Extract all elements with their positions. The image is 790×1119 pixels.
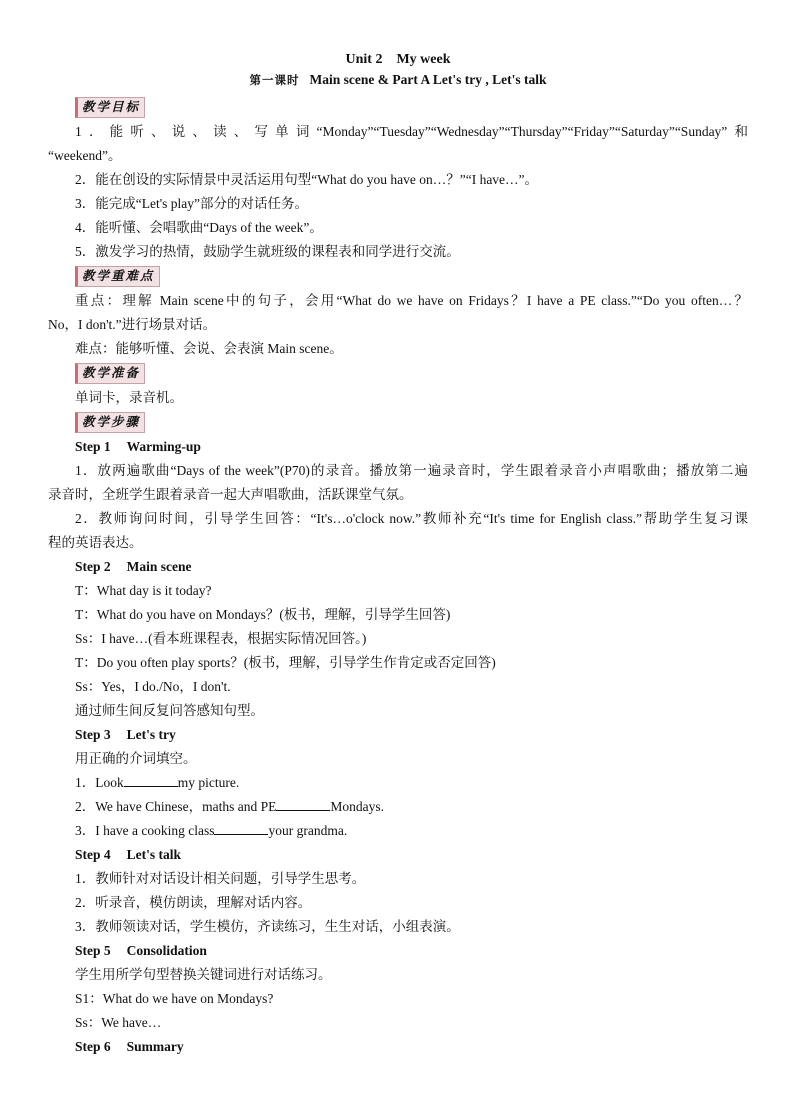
document-page — [48, 50, 748, 1059]
step-line: 2．听录音，模仿朗读，理解对话内容。 — [75, 895, 312, 910]
step-number: Step 1 — [75, 439, 111, 454]
key-point-line: No，I don't.”进行场景对话。 — [48, 317, 217, 332]
objective-item: 5．激发学习的热情，鼓励学生就班级的课程表和同学进行交流。 — [75, 244, 460, 259]
objective-item: “weekend”。 — [48, 148, 122, 163]
answer-blank[interactable] — [124, 774, 178, 787]
objectives-badge: 教学目标 — [75, 97, 145, 118]
key-points-badge: 教学重难点 — [75, 266, 160, 287]
step-line: 3．教师领读对话，学生模仿，齐读练习，生生对话，小组表演。 — [75, 919, 460, 934]
objectives-section — [48, 95, 748, 264]
step-name: Summary — [126, 1039, 184, 1054]
step-name: Let's talk — [126, 847, 182, 862]
preparation-text: 单词卡，录音机。 — [75, 390, 183, 405]
dialogue-line: Ss：We have… — [75, 1015, 162, 1030]
objective-item: 3．能完成“Let's play”部分的对话任务。 — [75, 196, 309, 211]
dialogue-line: T：What day is it today? — [75, 583, 212, 598]
answer-blank[interactable] — [276, 798, 330, 811]
exercise-item: 2．We have Chinese，maths and PE Mondays. — [75, 799, 384, 814]
exercise-intro: 用正确的介词填空。 — [75, 751, 197, 766]
step-heading — [48, 1035, 748, 1059]
key-points-section — [48, 264, 748, 361]
step-name: Main scene — [126, 559, 192, 574]
key-point-line: 重点：理解 Main scene中的句子，会用“What do we have on Fridays？I have a PE class.”“Do you often…？ — [75, 293, 748, 308]
step-number: Step 2 — [75, 559, 111, 574]
lesson-subtitle: Main scene & Part A Let's try , Let's talk — [309, 72, 547, 87]
dialogue-line: S1：What do we have on Mondays? — [75, 991, 274, 1006]
procedure-badge: 教学步骤 — [75, 412, 145, 433]
step-line: 程的英语表达。 — [48, 535, 143, 550]
objective-item: 2．能在创设的实际情景中灵活运用句型“What do you have on…？”“I have…”。 — [75, 172, 539, 187]
lesson-title — [48, 70, 748, 91]
preparation-section — [48, 361, 748, 410]
step-number: Step 6 — [75, 1039, 111, 1054]
step-line: 1．教师针对对话设计相关问题，引导学生思考。 — [75, 871, 366, 886]
step-heading — [48, 723, 748, 747]
step-number: Step 5 — [75, 943, 111, 958]
dialogue-line: T：Do you often play sports？(板书，理解，引导学生作肯定或否定回答) — [75, 655, 496, 670]
objective-item: 1．能听、说、读、写单词“Monday”“Tuesday”“Wednesday”“Thursday”“Friday”“Saturday”“Sunday”和 — [75, 124, 748, 139]
step-summary: 通过师生间反复问答感知句型。 — [75, 703, 264, 718]
exercise-item: 3．I have a cooking class your grandma. — [75, 823, 348, 838]
step-name: Consolidation — [126, 943, 207, 958]
step-heading — [48, 939, 748, 963]
step-number: Step 4 — [75, 847, 111, 862]
step-line: 录音时，全班学生跟着录音一起大声唱歌曲，活跃课堂气氛。 — [48, 487, 413, 502]
answer-blank[interactable] — [214, 822, 268, 835]
step-heading — [48, 555, 748, 579]
step-line: 2．教师询问时间，引导学生回答：“It's…o'clock now.”教师补充“It's time for English class.”帮助学生复习课 — [75, 511, 748, 526]
procedure-section — [48, 410, 748, 1059]
step-name: Warming-up — [126, 439, 201, 454]
unit-title: Unit 2 My week — [345, 52, 451, 67]
step-name: Let's try — [126, 727, 176, 742]
exercise-item: 1．Look my picture. — [75, 775, 240, 790]
step-heading — [48, 843, 748, 867]
lesson-label: 第一课时 — [249, 75, 300, 87]
step-line: 1．放两遍歌曲“Days of the week”(P70)的录音。播放第一遍录音时，学生跟着录音小声唱歌曲；播放第二遍 — [75, 463, 748, 478]
dialogue-line: T：What do you have on Mondays？(板书，理解，引导学生回答) — [75, 607, 451, 622]
objective-item: 4．能听懂、会唱歌曲“Days of the week”。 — [75, 220, 323, 235]
dialogue-line: Ss：Yes，I do./No，I don't. — [75, 679, 231, 694]
difficulty-line: 难点：能够听懂、会说、会表演 Main scene。 — [75, 341, 343, 356]
preparation-badge: 教学准备 — [75, 363, 145, 384]
step-heading — [48, 435, 748, 459]
step-number: Step 3 — [75, 727, 111, 742]
dialogue-line: Ss：I have…(看本班课程表，根据实际情况回答。) — [75, 631, 367, 646]
step-line: 学生用所学句型替换关键词进行对话练习。 — [75, 967, 332, 982]
